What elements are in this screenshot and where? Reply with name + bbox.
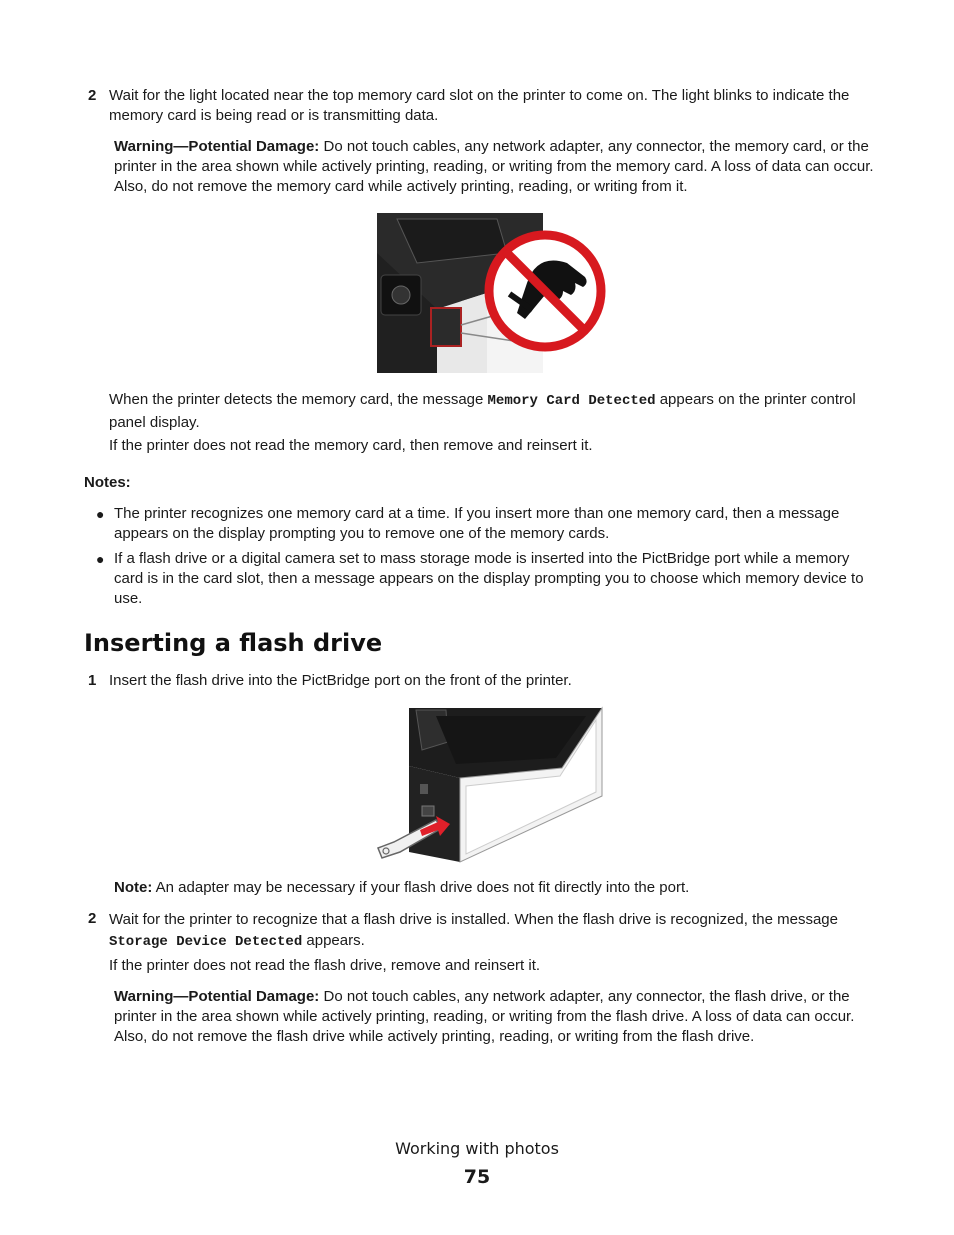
warning-text: Do not touch cables, any network adapter, any connector, the memory card, or the printer in the area shown while actively printing, reading, or writing from the memory card. A loss of data can occur. Also, do not remove the memory card while actively printing, reading, or writing from it. [114, 138, 874, 195]
flash-drive-insertion-illustration [376, 706, 606, 864]
step-text-before: Wait for the printer to recognize that a flash drive is installed. When the flash drive is recognized, the message [109, 911, 838, 928]
warning-paragraph [114, 137, 879, 197]
page-number: 75 [463, 1166, 491, 1188]
printer-flash-drive-icon [376, 706, 606, 864]
memory-card-detected-message: Memory Card Detected [487, 393, 656, 409]
step-number: 1 [88, 672, 97, 689]
warning-label: Warning—Potential Damage: [114, 138, 320, 155]
detect-paragraph [109, 389, 879, 433]
section-heading: Inserting a flash drive [84, 629, 383, 657]
step-number: 2 [88, 910, 97, 927]
warning-paragraph [114, 987, 879, 1047]
reinsert-paragraph: If the printer does not read the flash drive, remove and reinsert it. [109, 957, 541, 974]
bullet-icon: ● [96, 551, 105, 567]
footer-chapter-title: Working with photos [395, 1139, 559, 1158]
printer-prohibited-touch-icon [377, 213, 607, 373]
storage-device-detected-message: Storage Device Detected [109, 934, 303, 950]
step-number: 2 [88, 87, 97, 104]
notes-heading: Notes: [84, 474, 131, 491]
note-paragraph [114, 878, 879, 898]
warning-label: Warning—Potential Damage: [114, 988, 320, 1005]
step-text: Insert the flash drive into the PictBridge port on the front of the printer. [109, 672, 572, 689]
detect-text-after: appears on the printer control panel display. [109, 391, 856, 431]
note-item: The printer recognizes one memory card at a time. If you insert more than one memory card, then a message appears on the display prompting you to remove one of the memory cards. [114, 505, 840, 542]
step-text [109, 909, 879, 953]
bullet-icon: ● [96, 506, 105, 522]
step-text-after: appears. [302, 932, 365, 949]
detect-text-before: When the printer detects the memory card, the message [109, 391, 488, 408]
warning-text: Do not touch cables, any network adapter, any connector, the flash drive, or the printer in the area shown while actively printing, reading, or writing from the flash drive. A loss of data can occur. Also, do not remove the flash drive while actively printing, reading, or writing from the flash drive. [114, 988, 855, 1045]
step-text: Wait for the light located near the top memory card slot on the printer to come on. The light blinks to indicate the memory card is being read or is transmitting data. [109, 87, 850, 124]
reinsert-paragraph: If the printer does not read the memory card, then remove and reinsert it. [109, 437, 593, 454]
memory-card-warning-illustration [377, 213, 607, 373]
note-text: An adapter may be necessary if your flash drive does not fit directly into the port. [152, 879, 690, 896]
note-item: If a flash drive or a digital camera set to mass storage mode is inserted into the PictBridge port while a memory card is in the card slot, then a message appears on the display prompting you to choose which memory device to use. [114, 550, 864, 607]
note-label: Note: [114, 879, 153, 896]
